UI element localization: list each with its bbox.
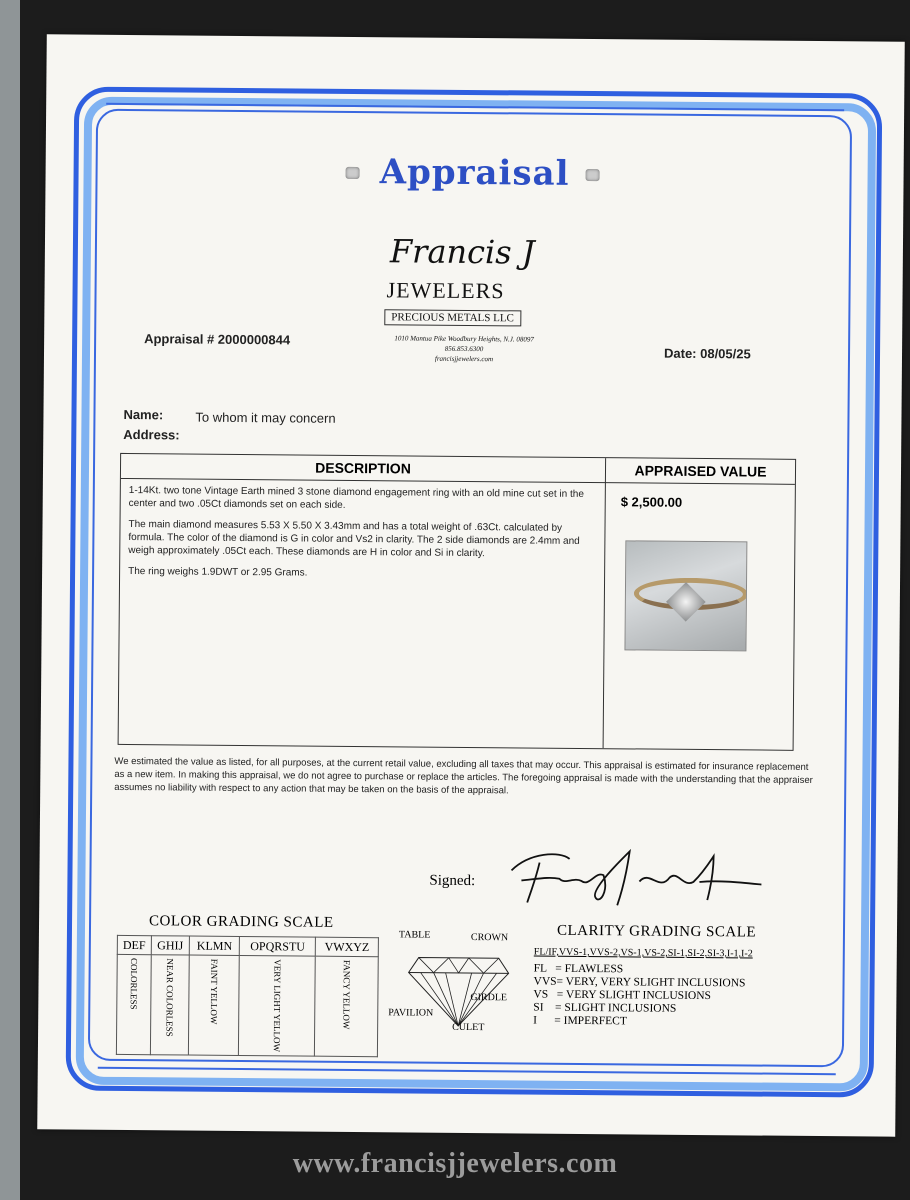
color-label: COLORLESS xyxy=(128,958,140,1010)
clarity-item: FL = FLAWLESS xyxy=(533,962,624,976)
logo-jewelers: JEWELERS xyxy=(386,277,505,304)
column-divider xyxy=(603,482,606,748)
clarity-legend xyxy=(533,963,745,1030)
color-label: FAINT YELLOW xyxy=(208,958,220,1025)
name-value: To whom it may concern xyxy=(195,409,336,426)
diagram-label-girdle: GIRDLE xyxy=(470,992,508,1004)
color-grade: KLMN xyxy=(189,936,240,955)
signature-image xyxy=(499,840,770,912)
diagram-label-table: TABLE xyxy=(398,929,431,941)
address-label: Address: xyxy=(123,426,180,443)
color-label: NEAR COLORLESS xyxy=(164,958,176,1037)
description-text xyxy=(128,484,599,590)
appraised-price: $ 2,500.00 xyxy=(620,494,683,510)
clarity-item: I = IMPERFECT xyxy=(533,1014,627,1028)
signed-label: Signed: xyxy=(429,872,476,890)
logo-contact xyxy=(344,333,584,365)
ring-photo xyxy=(624,540,747,651)
diagram-label-crown: CROWN xyxy=(470,932,509,944)
clarity-item: VS = VERY SLIGHT INCLUSIONS xyxy=(533,988,711,1003)
document-title: Appraisal xyxy=(379,152,570,194)
description-paragraph: The main diamond measures 5.53 X 5.50 X 3.43mm and has a total weight of .63Ct. calculated by formula. The color of the diamond is G in color and Vs2 in clarity. The 2 side diamonds are 2.4mm and weigh approximately .05Ct each. These diamonds are H in color and Si in clarity. xyxy=(128,519,580,560)
logo-address: 1010 Mantua Pike Woodbury Heights, N.J. 08097 xyxy=(394,334,534,344)
color-label: FANCY YELLOW xyxy=(341,959,352,1030)
logo-email: francisjjewelers.com xyxy=(434,354,494,364)
disclaimer-text: We estimated the value as listed, for all purposes, at the current retail value, excluding all taxes that may occur. This appraisal is estimated for insurance replacement as a new item. In making this appraisal, we do not agree to purchase or replace the articles. The foregoing appraisal is made with the understanding that the appraiser assumes no liability with respect to any action that may be taken on the basis of the appraisal. xyxy=(114,755,813,797)
appraised-value-header: APPRAISED VALUE xyxy=(606,458,795,485)
color-grading-scale xyxy=(116,935,379,1057)
color-grade: GHIJ xyxy=(151,936,189,955)
color-label: VERY LIGHT YELLOW xyxy=(271,959,283,1053)
appraisal-number: Appraisal # 2000000844 xyxy=(144,331,291,348)
logo-precious-metals: PRECIOUS METALS LLC xyxy=(384,309,521,326)
clarity-grade-line: FL/IF,VVS-1,VVS-2,VS-1,VS-2,SI-1,SI-2,SI-3,I-1,I-2 xyxy=(533,946,753,960)
appraisal-certificate xyxy=(37,34,905,1136)
description-paragraph: 1-14Kt. two tone Vintage Earth mined 3 stone diamond engagement ring with an old mine cut set in the center and two .05Ct diamonds set on each side. xyxy=(128,485,584,511)
logo-script-text: Francis J xyxy=(389,232,535,272)
color-grade: OPQRSTU xyxy=(240,936,316,956)
clarity-scale-title: CLARITY GRADING SCALE xyxy=(556,922,757,941)
description-table xyxy=(118,453,797,751)
appraisal-date: Date: 08/05/25 xyxy=(663,345,751,362)
color-scale-title: COLOR GRADING SCALE xyxy=(148,913,334,931)
description-header: DESCRIPTION xyxy=(121,454,606,483)
background-edge xyxy=(0,0,20,1200)
color-grade: VWXYZ xyxy=(316,937,379,957)
clarity-item: VVS= VERY, VERY SLIGHT INCLUSIONS xyxy=(533,975,746,990)
description-paragraph: The ring weighs 1.9DWT or 2.95 Grams. xyxy=(128,566,308,579)
diagram-label-pavilion: PAVILION xyxy=(388,1007,434,1019)
clarity-item: SI = SLIGHT INCLUSIONS xyxy=(533,1001,677,1015)
diamond-icon xyxy=(586,169,600,181)
website-link[interactable]: www.francisjjewelers.com xyxy=(292,1148,618,1179)
diagram-label-culet: CULET xyxy=(452,1021,485,1034)
name-label: Name: xyxy=(123,406,164,423)
logo-phone: 856.853.6300 xyxy=(444,344,484,354)
color-grade: DEF xyxy=(117,935,151,954)
